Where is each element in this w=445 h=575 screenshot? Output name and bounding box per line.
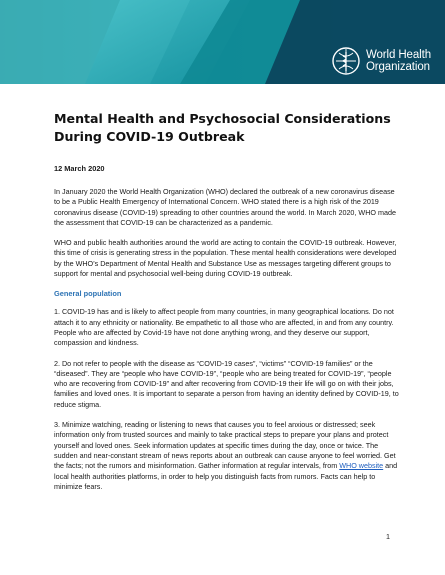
who-logo — [331, 46, 431, 76]
intro-paragraph-2: WHO and public health authorities around the world are acting to contain the COVID-19 outbreak. However, this time of crisis is generating stress in the population. These mental health considerations were developed by the WHO’s Department of Mental Health and Substance Use as messages targeting different groups to support for mental and psychosocial well-being during COVID-19 outbreak. — [54, 238, 397, 279]
who-org-name — [366, 49, 431, 73]
section-heading: General population — [54, 289, 122, 299]
who-website-link[interactable]: WHO website — [339, 461, 384, 471]
org-line-2: Organization — [365, 61, 430, 73]
list-item-2: 2. Do not refer to people with the disease as “COVID-19 cases”, “victims” “COVID-19 families” or the “diseased”. They are “people who have COVID-19”, “people who are being treated for COVID-19”, “people who are recovering from COVID-19” and after recovering from COVID-19 their life will go on with their jobs, families and loved ones. It is important to separate a person from having an identity defined by COVID-19, to reduce stigma. — [54, 358, 399, 409]
item3-text-before: 3. Minimize watching, reading or listening to news that causes you to feel anxious or distressed; seek information only from trusted sources and mainly to take practical steps to prepare your plans and protect yourself and loved ones. Seek information updates at specific times during the day, once or twice. The sudden and near-constant stream of news reports about an outbreak can cause anyone to feel worried. Get the facts; not the rumors and misinformation. Gather information at regular intervals, from — [54, 420, 396, 471]
document-body — [54, 110, 399, 502]
document-title: Mental Health and Psychosocial Considerations During COVID-19 Outbreak — [54, 111, 391, 144]
who-emblem-icon — [331, 46, 361, 76]
document-date: 12 March 2020 — [54, 164, 105, 173]
intro-paragraph-1: In January 2020 the World Health Organization (WHO) declared the outbreak of a new coronavirus disease to be a Public Health Emergency of International Concern. WHO stated there is a high risk of the 2019 coronavirus disease (COVID-19) spreading to other countries around the world. In March 2020, WHO made the assessment that COVID-19 can be characterized as a pandemic. — [54, 187, 396, 227]
list-item-1: 1. COVID-19 has and is likely to affect people from many countries, in many geographical locations. Do not attach it to any ethnicity or nationality. Be empathetic to all those who are affected, in and from any country. People who are affected by Covid-19 have not done anything wrong, and they deserve our support, compassion and kindness. — [54, 307, 394, 348]
list-item-3 — [54, 420, 399, 492]
header-banner — [0, 0, 445, 84]
item3-text-after: and local health authorities platforms, in order to help you distinguish facts from rumors. Facts can help to minimize fears. — [54, 461, 398, 491]
page-number: 1 — [386, 532, 390, 541]
org-line-1: World Health — [365, 49, 431, 61]
